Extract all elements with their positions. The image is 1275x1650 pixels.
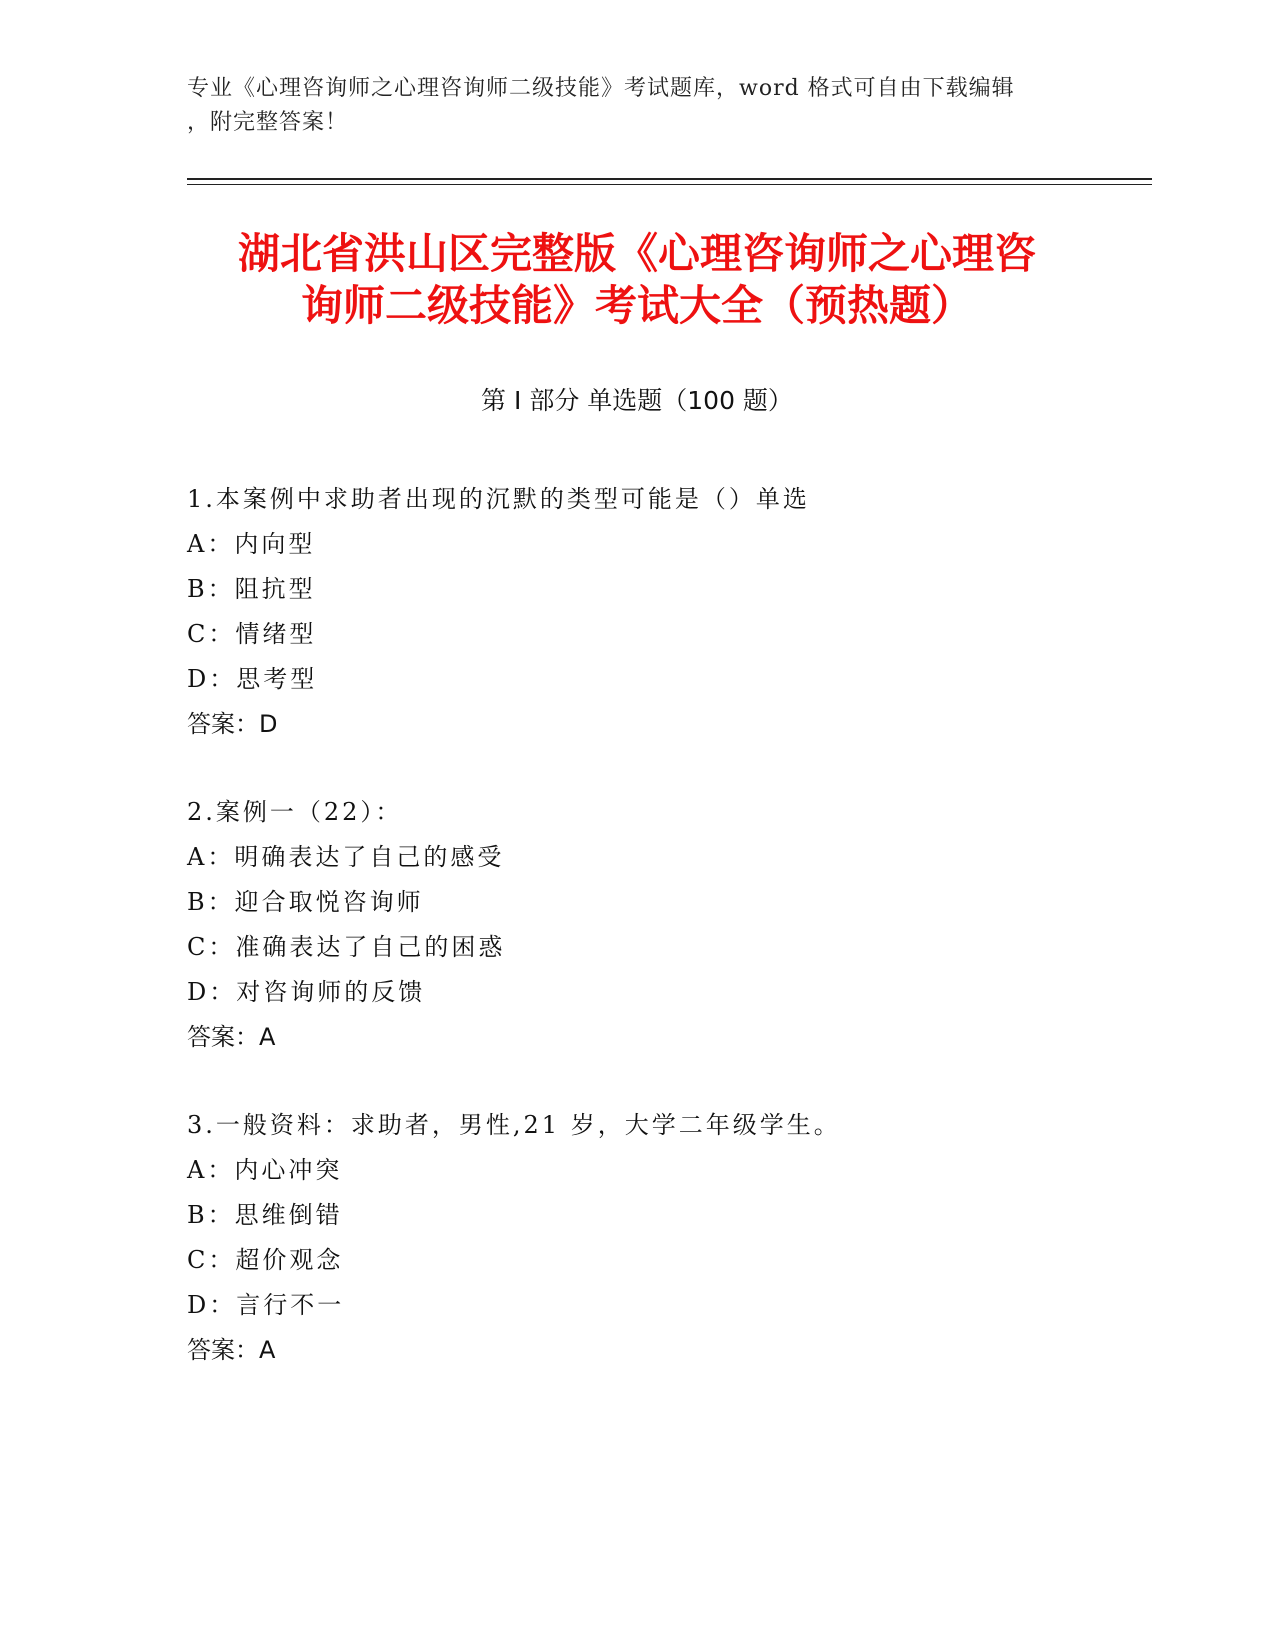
option-b: B：阻抗型 — [187, 575, 316, 603]
question-3 — [187, 1103, 1087, 1373]
question-stem: 2.案例一（22）： — [187, 798, 403, 826]
answer-line: 答案：A — [187, 1023, 276, 1051]
option-a: A：内心冲突 — [187, 1156, 343, 1184]
option-d: D：言行不一 — [187, 1291, 345, 1319]
option-c: C：准确表达了自己的困惑 — [187, 933, 506, 961]
option-d: D：思考型 — [187, 665, 318, 693]
option-b: B：迎合取悦咨询师 — [187, 888, 424, 916]
header-note-line1: 专业《心理咨询师之心理咨询师二级技能》考试题库，word 格式可自由下载编辑 — [187, 76, 1015, 101]
header-note — [187, 72, 1077, 140]
section-title: 第 I 部分 单选题（100 题） — [481, 386, 793, 415]
question-2 — [187, 790, 1087, 1060]
document-title — [187, 228, 1087, 332]
answer-line: 答案：A — [187, 1336, 276, 1364]
option-b: B：思维倒错 — [187, 1201, 343, 1229]
option-a: A：明确表达了自己的感受 — [187, 843, 505, 871]
option-a: A：内向型 — [187, 530, 316, 558]
document-title-line1: 湖北省洪山区完整版《心理咨询师之心理咨 — [237, 229, 1036, 278]
answer-line: 答案：D — [187, 710, 278, 738]
header-note-line2: ，附完整答案！ — [187, 110, 349, 135]
option-c: C：超价观念 — [187, 1246, 344, 1274]
question-list — [187, 477, 1087, 1416]
option-d: D：对咨询师的反馈 — [187, 978, 426, 1006]
document-title-line2: 询师二级技能》考试大全（预热题） — [300, 281, 973, 330]
header-divider-thick — [187, 178, 1152, 180]
question-stem: 1.本案例中求助者出现的沉默的类型可能是（）单选 — [187, 485, 810, 513]
question-stem: 3.一般资料：求助者，男性,21 岁，大学二年级学生。 — [187, 1111, 841, 1139]
header-divider-thin — [187, 184, 1152, 185]
option-c: C：情绪型 — [187, 620, 317, 648]
question-1 — [187, 477, 1087, 747]
